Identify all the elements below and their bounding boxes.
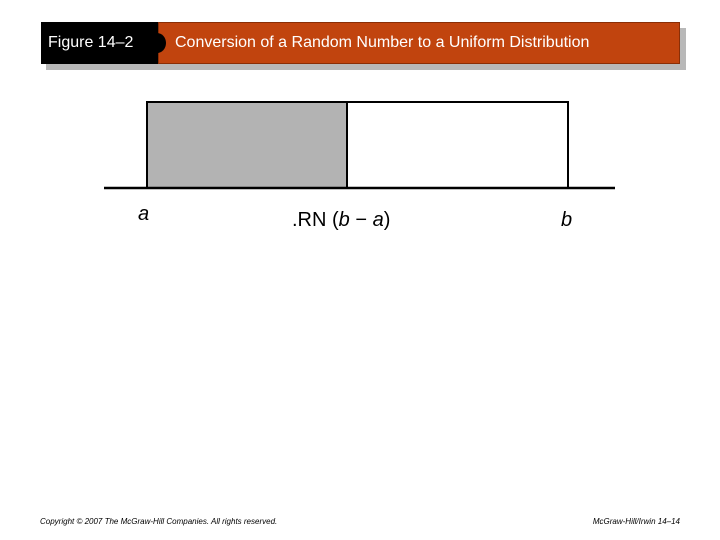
label-rn-suffix: ) [383, 209, 391, 231]
label-rn-minus: − [349, 209, 373, 231]
page-title: Conversion of a Random Number to a Uniform Distribution [175, 34, 590, 51]
label-rn-a: a [372, 209, 384, 231]
label-b: b [561, 209, 573, 231]
label-rn-prefix: .RN ( [292, 209, 339, 231]
shaded-region [147, 102, 347, 188]
label-a: a [138, 203, 150, 225]
footer-copyright: Copyright © 2007 The McGraw-Hill Companies. All rights reserved. [40, 517, 278, 526]
figure-label: Figure 14–2 [48, 34, 134, 51]
footer-page-number: McGraw-Hill/Irwin 14–14 [592, 517, 680, 526]
label-rn-range [292, 209, 390, 231]
unshaded-region [347, 102, 568, 188]
label-rn-b: b [338, 209, 350, 231]
